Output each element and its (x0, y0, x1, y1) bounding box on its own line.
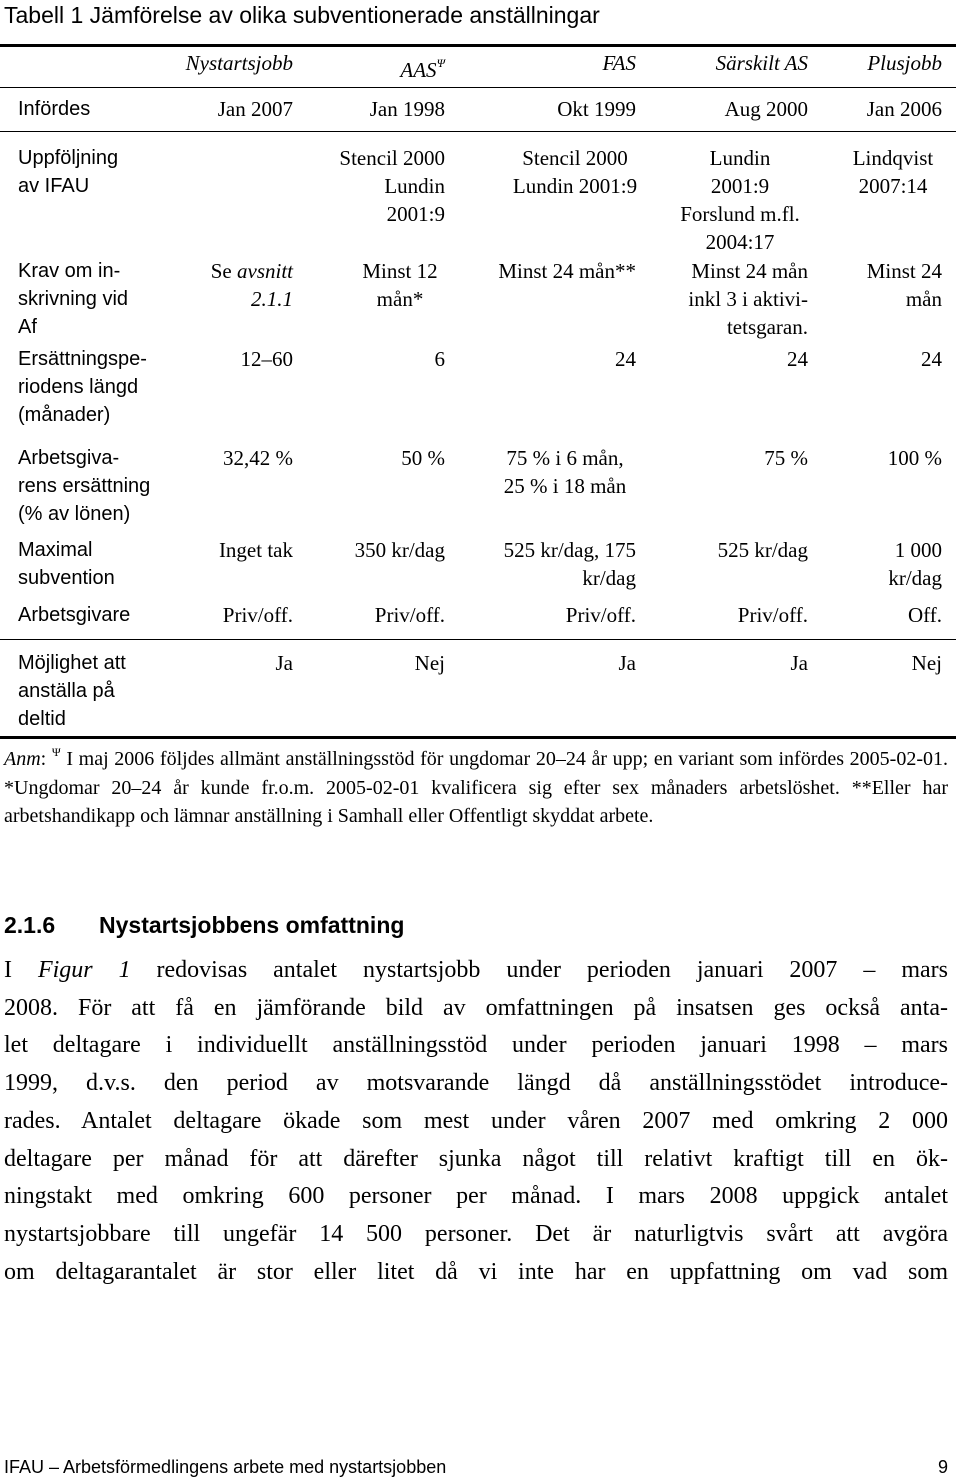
cell-langd-nystartsjobb: 12–60 (240, 347, 293, 371)
row-label-langd: Ersättningspe- riodens längd (månader) (18, 348, 147, 426)
cell-krav-fas: Minst 24 mån** (498, 259, 636, 283)
cell-infordes-plusjobb: Jan 2006 (866, 97, 942, 121)
cell-uppfoljning-aas: Stencil 2000 Lundin 2001:9 (339, 146, 445, 226)
row-label-uppfoljning: Uppföljning av IFAU (18, 147, 119, 197)
note-anm-label: Anm (4, 748, 41, 770)
table-caption: Tabell 1 Jämförelse av olika subventionerade anställningar (4, 2, 600, 28)
body-line: let deltagare i individuellt anställningsstöd under perioden januari 1998 – mars (4, 1032, 948, 1059)
cell-ersattning-aas: 50 % (401, 446, 445, 470)
cell-langd-plusjobb: 24 (921, 347, 942, 371)
cell-uppfoljning-fas: Stencil 2000 Lundin 2001:9 (512, 146, 638, 198)
figure-reference: Figur 1 (37, 957, 131, 983)
body-line: 1999, d.v.s. den period av motsvarande längd då anställningsstödet introduce- (4, 1070, 948, 1097)
cell-arbetsgivare-plusjobb: Off. (907, 603, 942, 627)
cell-krav-aas: Minst 12 mån* (362, 259, 438, 311)
cell-langd-sarskilt-as: 24 (787, 347, 808, 371)
section-heading (4, 909, 404, 941)
cell-infordes-sarskilt-as: Aug 2000 (724, 97, 808, 121)
cell-maximal-sarskilt-as: 525 kr/dag (717, 538, 808, 562)
cell-krav-nystartsjobb (211, 257, 293, 313)
row-label-maximal: Maximal subvention (18, 539, 115, 589)
page-number: 9 (937, 1457, 948, 1477)
note-text: I maj 2006 följdes allmänt anställningsstöd för ungdomar 20–24 år upp; en variant som infördes 2005-02-01. *Ungdomar 20–24 år kunde fr.o.m. 2005-02-01 kvalificera sig efter sex månaders arbetslöshet. **Eller har arbetshandikapp och lämnar anställning i Samhall eller Offentligt skyddat arbete. (4, 748, 949, 827)
cell-deltid-aas: Nej (414, 651, 445, 675)
body-paragraph (4, 952, 948, 1291)
cell-langd-fas: 24 (615, 347, 636, 371)
infordes-rule (0, 131, 956, 132)
cell-infordes-aas: Jan 1998 (369, 97, 445, 121)
section-number: 2.1.6 (4, 912, 56, 938)
table-top-rule (0, 44, 956, 47)
cell-krav-sarskilt-as: Minst 24 mån inkl 3 i aktivi- tetsgaran. (688, 259, 808, 339)
cell-ersattning-plusjobb: 100 % (887, 446, 942, 470)
cell-maximal-plusjobb: 1 000 kr/dag (888, 538, 942, 590)
row-label-arbetsgivare: Arbetsgivare (18, 604, 131, 626)
cell-langd-aas: 6 (434, 347, 445, 371)
cell-ersattning-sarskilt-as: 75 % (764, 446, 808, 470)
header-nystartsjobb: Nystartsjobb (185, 51, 293, 75)
body-line-1-b: redovisas antalet nystartsjobb under perioden januari 2007 – mars (130, 957, 948, 983)
table-note: Anm: $^\Psi$ I maj 2006 följdes allmänt anställningsstöd för ungdomar 20–24 år upp; en variant som infördes 2005-02-01. *Ungdomar 20–24 år kunde fr.o.m. 2005-02-01 kvalificera sig efter sex månaders arbetslöshet. **Eller har arbetshandikapp och lämnar anställning i Samhall eller Offentligt skyddat arbete. (4, 745, 949, 827)
header-rule (0, 87, 956, 88)
cell-ersattning-fas: 75 % i 6 mån, 25 % i 18 mån (503, 446, 627, 498)
row-label-deltid: Möjlighet att anställa på deltid (18, 652, 126, 730)
section-title: Nystartsjobbens omfattning (99, 912, 405, 938)
cell-krav-nystartsjobb-ref: avsnitt 2.1.1 (237, 259, 293, 311)
header-aas-sup: Ψ (436, 56, 445, 70)
cell-infordes-fas: Okt 1999 (557, 97, 636, 121)
header-aas (400, 49, 445, 84)
header-aas-label: AAS (400, 58, 437, 82)
cell-uppfoljning-plusjobb: Lindqvist 2007:14 (852, 146, 934, 198)
arbetsgivare-rule (0, 639, 956, 640)
body-line: om deltagarantalet är stor eller litet då vi inte har en uppfattning om vad som (4, 1258, 948, 1285)
note-psi: Ψ (51, 745, 61, 759)
body-line-1-a: I (4, 957, 38, 983)
page-footer-title: IFAU – Arbetsförmedlingens arbete med nystartsjobben (4, 1457, 447, 1477)
body-line: rades. Antalet deltagare ökade som mest under våren 2007 med omkring 2 000 (4, 1107, 948, 1134)
cell-arbetsgivare-nystartsjobb: Priv/off. (222, 603, 293, 627)
cell-maximal-fas: 525 kr/dag, 175 kr/dag (503, 538, 636, 590)
header-plusjobb: Plusjobb (867, 51, 942, 75)
cell-deltid-nystartsjobb: Ja (275, 651, 293, 675)
row-label-ersattning: Arbetsgiva- rens ersättning (% av lönen) (18, 447, 151, 525)
body-line: 2008. För att få en jämförande bild av omfattningen på insatsen ges också anta- (4, 994, 948, 1021)
cell-krav-nystartsjobb-prefix: Se (210, 259, 237, 283)
body-line: deltagare per månad för att därefter sjunka något till relativt kraftigt till en ök- (4, 1145, 948, 1172)
body-line: nystartsjobbare till ungefär 14 500 personer. Det är naturligtvis svårt att avgöra (4, 1220, 948, 1247)
cell-arbetsgivare-aas: Priv/off. (374, 603, 445, 627)
cell-arbetsgivare-sarskilt-as: Priv/off. (737, 603, 808, 627)
cell-deltid-plusjobb: Nej (911, 651, 942, 675)
body-line-1 (4, 952, 948, 990)
header-sarskilt-as: Särskilt AS (715, 51, 808, 75)
cell-maximal-aas: 350 kr/dag (354, 538, 445, 562)
row-label-krav: Krav om in- skrivning vid Af (18, 260, 129, 338)
header-fas: FAS (602, 51, 636, 75)
cell-infordes-nystartsjobb: Jan 2007 (217, 97, 293, 121)
cell-ersattning-nystartsjobb: 32,42 % (223, 446, 293, 470)
cell-maximal-nystartsjobb: Inget tak (218, 538, 293, 562)
body-line: ningstakt med omkring 600 personer per månad. I mars 2008 uppgick antalet (4, 1183, 948, 1210)
cell-krav-plusjobb: Minst 24 mån (866, 259, 942, 311)
cell-uppfoljning-sarskilt-as: Lundin 2001:9 Forslund m.fl. 2004:17 (680, 146, 800, 254)
cell-deltid-sarskilt-as: Ja (790, 651, 808, 675)
cell-arbetsgivare-fas: Priv/off. (565, 603, 636, 627)
row-label-infordes: Infördes (18, 98, 91, 120)
cell-deltid-fas: Ja (618, 651, 636, 675)
